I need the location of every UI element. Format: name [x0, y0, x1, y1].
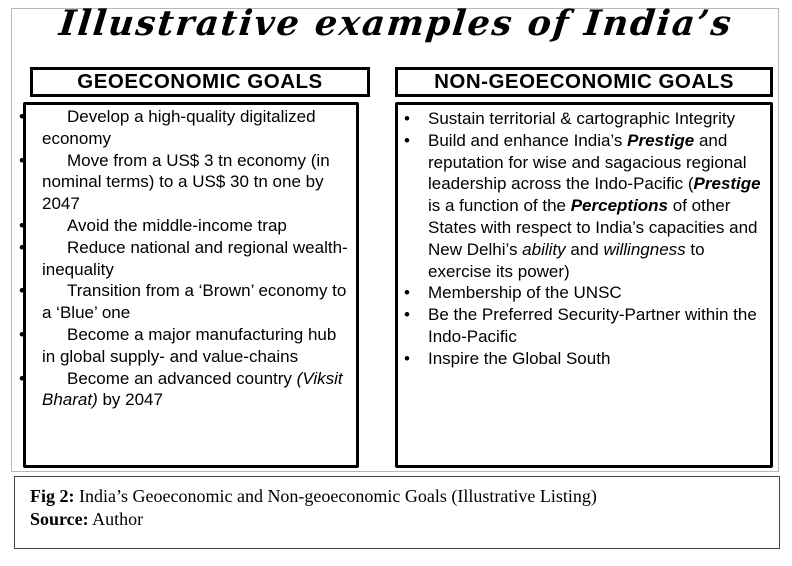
geoeconomic-goal: • Reduce national and regional wealth-inequality — [42, 237, 354, 281]
viksit-bharat-term: (Viksit Bharat) — [42, 368, 343, 410]
geoeconomic-goal: • Avoid the middle-income trap — [42, 215, 354, 237]
geoeconomic-goal: • Become an advanced country (Viksit Bharat) by 2047 — [42, 368, 354, 412]
perceptions-term: Perceptions — [570, 196, 669, 216]
geoeconomic-goal: • Move from a US$ 3 tn economy (in nominal terms) to a US$ 30 tn one by 2047 — [42, 150, 354, 215]
source-label: Source: — [30, 509, 89, 529]
geoeconomic-goal: • Become a major manufacturing hub in global supply- and value-chains — [42, 324, 354, 368]
prestige-term: Prestige — [693, 174, 761, 194]
non-geoeconomic-goal: • Build and enhance India’s Prestige and reputation for wise and sagacious regional leadership across the Indo-Pacific (Prestige is a function of the Perceptions of other States with respect to India’s capacities and New Delhi’s ability and willingness to exercise its power) — [428, 130, 766, 283]
figure-caption-line — [30, 485, 779, 508]
geoeconomic-goals-list — [42, 106, 354, 411]
non-geoeconomic-goal: • Sustain territorial & cartographic Integrity — [428, 108, 766, 130]
source-line — [30, 508, 779, 531]
non-geoeconomic-goals-list — [428, 108, 766, 370]
fig-label: Fig 2: — [30, 486, 75, 506]
prestige-term: Prestige — [627, 130, 695, 150]
figure-title: Illustrative examples of India’s — [57, 3, 735, 44]
geoeconomic-header: GEOECONOMIC GOALS — [30, 67, 370, 97]
non-geoeconomic-goal: • Inspire the Global South — [428, 348, 766, 370]
source-text: Author — [88, 509, 144, 529]
fig-text: India’s Geoeconomic and Non-geoeconomic Goals (Illustrative Listing) — [74, 486, 597, 506]
figure-caption — [14, 476, 780, 549]
willingness-term: willingness — [603, 239, 686, 259]
geoeconomic-goal: • Develop a high-quality digitalized economy — [42, 106, 354, 150]
non-geoeconomic-goal: • Be the Preferred Security-Partner within the Indo-Pacific — [428, 304, 766, 348]
geoeconomic-goal: • Transition from a ‘Brown’ economy to a ‘Blue’ one — [42, 280, 354, 324]
ability-term: ability — [522, 239, 566, 259]
non-geoeconomic-header: NON-GEOECONOMIC GOALS — [395, 67, 773, 97]
non-geoeconomic-goal: • Membership of the UNSC — [428, 282, 766, 304]
